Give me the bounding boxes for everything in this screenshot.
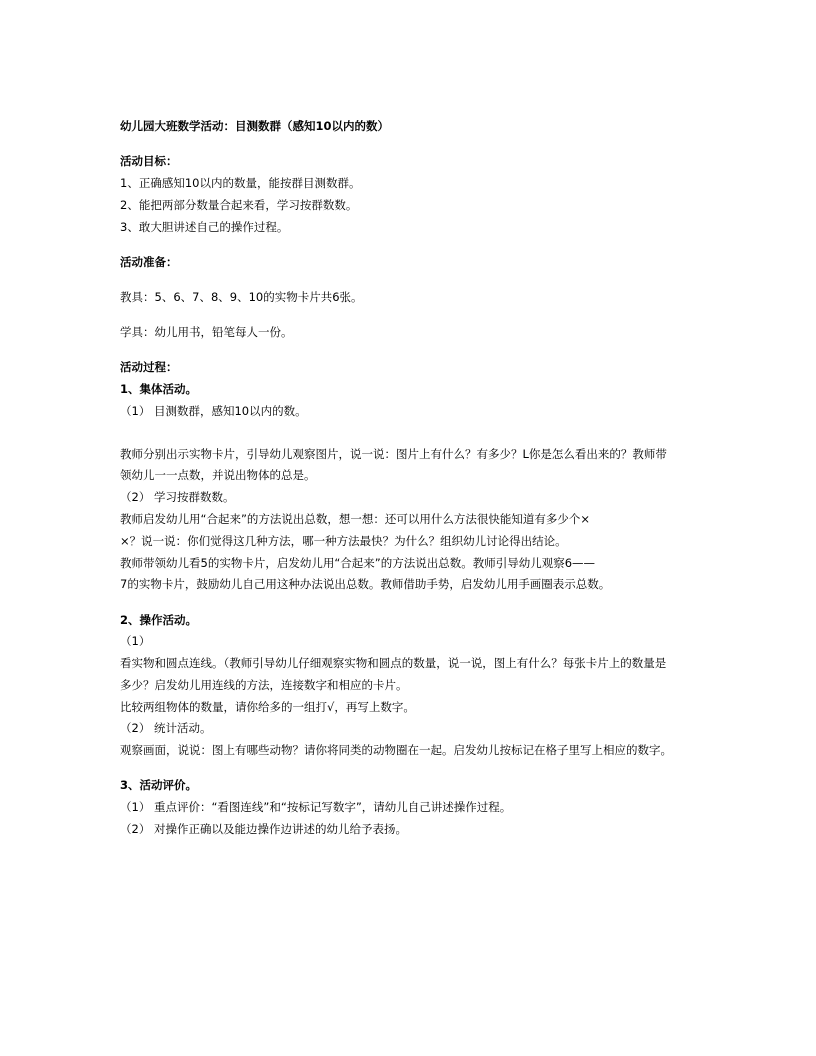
- section2-sub2: （2） 统计活动。: [120, 721, 212, 735]
- prep-student-tools: 学具：幼儿用书，铅笔每人一份。: [120, 325, 293, 339]
- section1-para-line: ×？说一说：你们觉得这几种方法，哪一种方法最快？为什么？组织幼儿讨论得出结论。: [120, 534, 567, 548]
- section2-sub1: （1）: [120, 634, 151, 648]
- section1-sub2: （2） 学习按群数数。: [120, 490, 235, 504]
- section2-heading: 2、操作活动。: [120, 613, 198, 627]
- goals-heading: 活动目标：: [120, 154, 178, 168]
- section2-para-line: 比较两组物体的数量，请你给多的一组打√，再写上数字。: [120, 700, 415, 714]
- prep-teacher-tools: 教具：5、6、7、8、9、10的实物卡片共6张。: [120, 290, 363, 304]
- section1-para-line: 领幼儿一一点数，并说出物体的总是。: [120, 468, 316, 482]
- section3-heading: 3、活动评价。: [120, 778, 198, 792]
- section1-para-line: 教师启发幼儿用“合起来”的方法说出总数，想一想：还可以用什么方法很快能知道有多少个×: [120, 512, 591, 526]
- goal-item: 1、正确感知10以内的数量，能按群目测数群。: [120, 176, 361, 190]
- section3-item: （2） 对操作正确以及能边操作边讲述的幼儿给予表扬。: [120, 822, 407, 836]
- document-title: 幼儿园大班数学活动：目测数群（感知10以内的数）: [120, 119, 390, 133]
- section1-para-line: 教师分别出示实物卡片，引导幼儿观察图片，说一说：图片上有什么？有多少？L你是怎么看出来的？教师带: [120, 447, 667, 461]
- section1-heading: 1、集体活动。: [120, 382, 198, 396]
- section1-sub1: （1） 目测数群，感知10以内的数。: [120, 404, 307, 418]
- process-heading: 活动过程：: [120, 360, 178, 374]
- section2-para-line: 多少？启发幼儿用连线的方法，连接数字和相应的卡片。: [120, 678, 408, 692]
- section1-para-line: 7的实物卡片，鼓励幼儿自己用这种办法说出总数。教师借助手势，启发幼儿用手画圈表示总数。: [120, 577, 611, 591]
- section2-para-line: 看实物和圆点连线。（教师引导幼儿仔细观察实物和圆点的数量，说一说，图上有什么？每张卡片上的数量是: [120, 656, 667, 670]
- section1-para-line: 教师带领幼儿看5的实物卡片，启发幼儿用“合起来”的方法说出总数。教师引导幼儿观察6——: [120, 556, 596, 570]
- section3-item: （1） 重点评价：“看图连线”和“按标记写数字”，请幼儿自己讲述操作过程。: [120, 800, 512, 814]
- goal-item: 2、能把两部分数量合起来看，学习按群数数。: [120, 198, 358, 212]
- prep-heading: 活动准备：: [120, 255, 178, 269]
- goal-item: 3、敢大胆讲述自己的操作过程。: [120, 220, 289, 234]
- section2-para-line: 观察画面，说说：图上有哪些动物？请你将同类的动物圈在一起。启发幼儿按标记在格子里写上相应的数字。: [120, 743, 672, 757]
